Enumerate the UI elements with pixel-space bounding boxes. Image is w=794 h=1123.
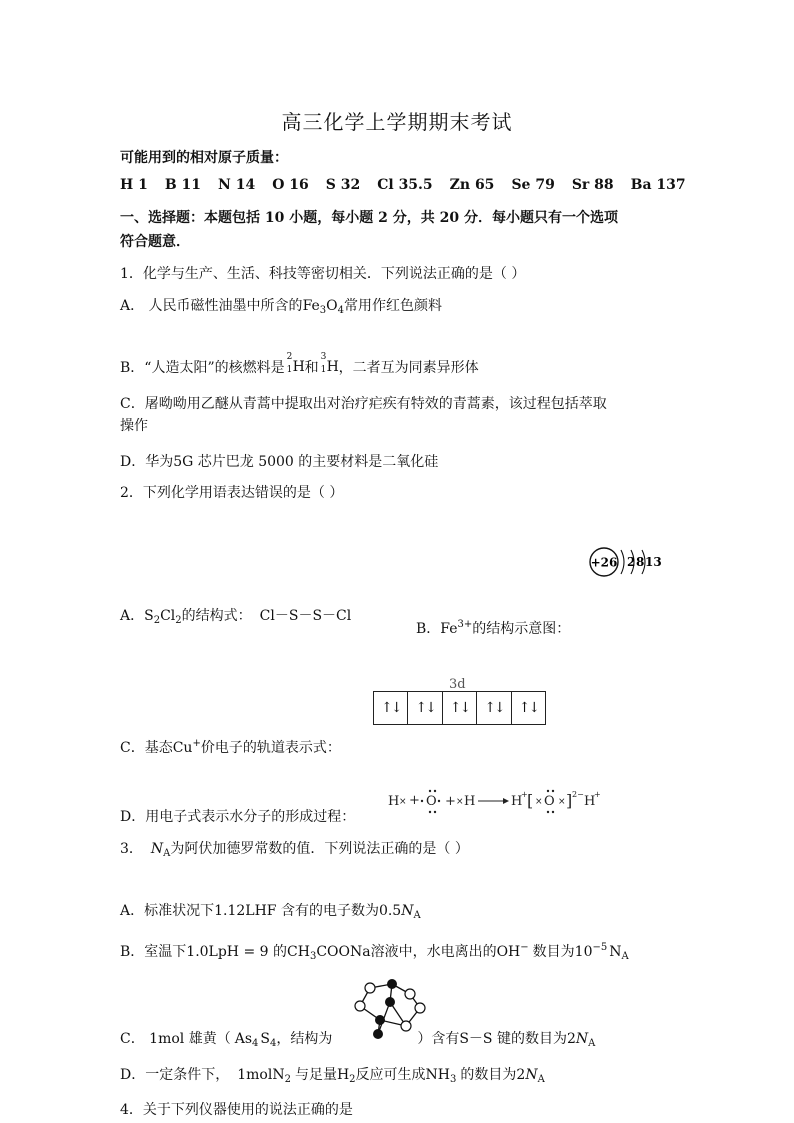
shell-arc-1: [621, 550, 624, 574]
atom-as: [387, 979, 397, 989]
ch3coona-formula: $CH_3COONa$: [287, 944, 371, 962]
ef-dot: [547, 790, 549, 792]
atomic-mass-ba: Ba 137: [630, 177, 686, 193]
ef-bracket-left: [: [527, 791, 534, 810]
s2cl2-formula: $S_2Cl_2$: [144, 608, 182, 626]
ef-h3: H: [511, 794, 523, 809]
atom-as: [385, 997, 395, 1007]
q2-stem: 2．下列化学用语表达错误的是（ ）: [120, 485, 344, 501]
q1-a-text: A． 人民币磁性油墨中所含的: [120, 298, 303, 314]
cu-ion: Cu: [172, 740, 193, 756]
orbital-label: 3d: [449, 677, 466, 692]
shell-count-1: 2: [627, 555, 636, 569]
q3-b-mid: 溶液中，水电离出的: [370, 944, 497, 960]
as-symbol: As: [234, 1031, 252, 1047]
q2-c-text: C．基态: [120, 740, 173, 756]
q2-c-text-post: 价电子的轨道表示式：: [200, 740, 341, 756]
s2cl2-structure: Cl－S－S－Cl: [259, 608, 352, 624]
q3-d-mid1: 与足量: [294, 1067, 337, 1083]
section-heading-line1: 一、选择题：本题包括 10 小题，每小题 2 分，共 20 分．每小题只有一个选项: [120, 210, 618, 226]
q2-b-text: 的结构示意图：: [472, 621, 571, 637]
ef-dot: [434, 811, 436, 813]
shell-count-3: 13: [645, 555, 662, 569]
fe3o4-formula: $Fe_3O_4$: [302, 298, 345, 316]
q1-option-c-line2: 操作: [120, 418, 148, 434]
water-electron-formula: [388, 784, 618, 820]
q3-stem: [120, 838, 469, 859]
ef-h1: H: [388, 794, 400, 809]
q3-option-d: D．一定条件下， 1molN$_2$ 与足量$H_2$反应可生成$NH_3$ 的数目为$2N_A$: [120, 1067, 545, 1085]
q1-b-text: B．“人造太阳”的核燃料是: [120, 360, 285, 376]
q3-c-mid: ，结构为: [276, 1031, 333, 1047]
ef-h3-charge: +: [521, 790, 528, 799]
q1-a-text-post: 常用作红色颜料: [344, 298, 443, 314]
atomic-mass-heading: 可能用到的相对原子质量：: [120, 150, 288, 166]
h3-isotope: 3 1 H: [320, 352, 339, 375]
ef-dot: [429, 811, 431, 813]
h2-formula: $H_2$: [336, 1067, 356, 1085]
ef-arrow-head: [503, 798, 509, 804]
orbital-diagram: [373, 691, 546, 725]
atom-s: [365, 983, 375, 993]
atomic-mass-sr: Sr 88: [571, 177, 614, 193]
ef-h4: H: [584, 794, 596, 809]
ef-dot: [421, 800, 423, 802]
q3-d-text: D．一定条件下，: [120, 1067, 230, 1083]
orbital-cell: ↑↓: [477, 692, 511, 724]
q3-c-post: ）含有S－S 键的数目为2: [417, 1031, 576, 1047]
fe-ion: Fe: [440, 621, 458, 637]
q2-a-label: A．: [120, 608, 145, 624]
fe-ion-charge: 3+: [457, 619, 473, 630]
nucleus-charge: +26: [590, 555, 618, 570]
atomic-mass-b: B 11: [164, 177, 202, 193]
q3-b-na-sub: A: [621, 951, 629, 962]
ef-x4: ×: [558, 797, 566, 807]
q1-stem: 1．化学与生产、生活、科技等密切相关．下列说法正确的是（ ）: [120, 266, 526, 282]
q1-b-text-post: ，二者互为同素异形体: [338, 360, 479, 376]
q3-option-b: [120, 941, 629, 962]
oh-ion: OH: [496, 944, 521, 960]
atom-s: [405, 989, 415, 999]
shell-count-2: 8: [636, 555, 645, 569]
ef-dot: [552, 790, 554, 792]
q4-stem: 4．关于下列仪器使用的说法正确的是: [120, 1102, 353, 1118]
s-symbol: S: [260, 1031, 270, 1047]
q3-stem-text: 为阿伏加德罗常数的值．下列说法正确的是（ ）: [170, 841, 469, 857]
atomic-mass-n: N 14: [218, 177, 256, 193]
ef-dot: [434, 790, 436, 792]
nh3-formula: $NH_3$: [425, 1067, 457, 1085]
q3-d-post: 的数目为2: [460, 1067, 526, 1083]
atom-as: [375, 1015, 385, 1025]
q3-a-text: A．标准状况下1.12LHF 含有的电子数为0.5: [120, 903, 402, 919]
q2-option-c: [120, 737, 341, 757]
orbital-cell: ↑↓: [518, 700, 539, 716]
ef-o2: O: [544, 794, 555, 809]
q2-a-text: 的结构式：: [181, 608, 252, 624]
cu-ion-charge: +: [192, 738, 201, 749]
q3-c-text: C． 1mol 雄黄（: [120, 1031, 231, 1047]
ef-dot: [429, 790, 431, 792]
ef-plus1: +: [409, 793, 420, 808]
q2-option-b: [416, 618, 570, 638]
na-subscript: A: [163, 848, 171, 859]
q2-option-a: [120, 605, 351, 626]
atomic-mass-cl: Cl 35.5: [377, 177, 433, 193]
q3-b-text: B．室温下1.0LpH = 9 的: [120, 944, 288, 960]
ef-dot: [438, 800, 440, 802]
atom-s: [355, 1001, 365, 1011]
ef-h2: H: [464, 794, 476, 809]
q3-b-exponent: −5: [592, 942, 608, 953]
section-heading-line2: 符合题意．: [120, 234, 190, 250]
as-count: 4: [252, 1038, 259, 1049]
q3-number: 3．: [120, 841, 143, 857]
q3-option-a: A．标准状况下1.12LHF 含有的电子数为$0.5N_A$: [120, 903, 421, 921]
orbital-cell: ↑↓: [374, 692, 408, 724]
fe3-structure-diagram: [585, 542, 660, 582]
s-count: 4: [269, 1038, 277, 1049]
q3-d-mid2: 反应可生成: [355, 1067, 426, 1083]
q1-b-and: 和: [304, 360, 319, 376]
q3-b-post: 数目为10: [532, 944, 593, 960]
q3-b-na: N: [609, 944, 622, 960]
atomic-mass-s: S 32: [325, 177, 361, 193]
ef-dot: [552, 811, 554, 813]
h2-isotope: 2 1 H: [286, 352, 305, 375]
q1-option-b: [120, 352, 479, 377]
ef-x1: ×: [399, 797, 407, 807]
ef-o-charge: 2−: [572, 790, 584, 799]
q3-option-c: C． 1mol 雄黄（ $As_4$ $S_4$，结构为 ）含有S－S 键的数目为$2N_A$: [120, 1031, 596, 1049]
orbital-cell: ↑↓: [408, 692, 442, 724]
atomic-mass-se: Se 79: [511, 177, 555, 193]
ef-dot: [547, 811, 549, 813]
ef-bracket-right: ]: [566, 791, 573, 810]
ef-x2: ×: [456, 797, 464, 807]
atomic-mass-zn: Zn 65: [449, 177, 495, 193]
q2-option-d: D．用电子式表示水分子的形成过程：: [120, 809, 356, 825]
q1-option-a: [120, 295, 442, 316]
q1-option-c-line1: C．屠呦呦用乙醚从青蒿中提取出对治疗疟疾有特效的青蒿素，该过程包括萃取: [120, 396, 607, 412]
orbital-cell: ↑↓: [443, 692, 477, 724]
atomic-mass-list: [120, 177, 703, 193]
atomic-mass-h: H 1: [120, 177, 148, 193]
n2-formula: 1molN$_2$: [237, 1067, 291, 1085]
q2-b-label: B．: [416, 621, 441, 637]
ef-h4-charge: +: [594, 790, 601, 799]
page-title: 高三化学上学期期末考试: [281, 110, 513, 134]
ef-x3: ×: [535, 797, 543, 807]
atomic-mass-o: O 16: [272, 177, 309, 193]
atom-s: [415, 1003, 425, 1013]
oh-charge: −: [520, 942, 529, 953]
q1-option-d: D．华为5G 芯片巴龙 5000 的主要材料是二氧化硅: [120, 454, 439, 470]
na-symbol: N: [150, 841, 164, 857]
ef-o: O: [426, 794, 437, 809]
ef-plus2: +: [445, 794, 456, 809]
